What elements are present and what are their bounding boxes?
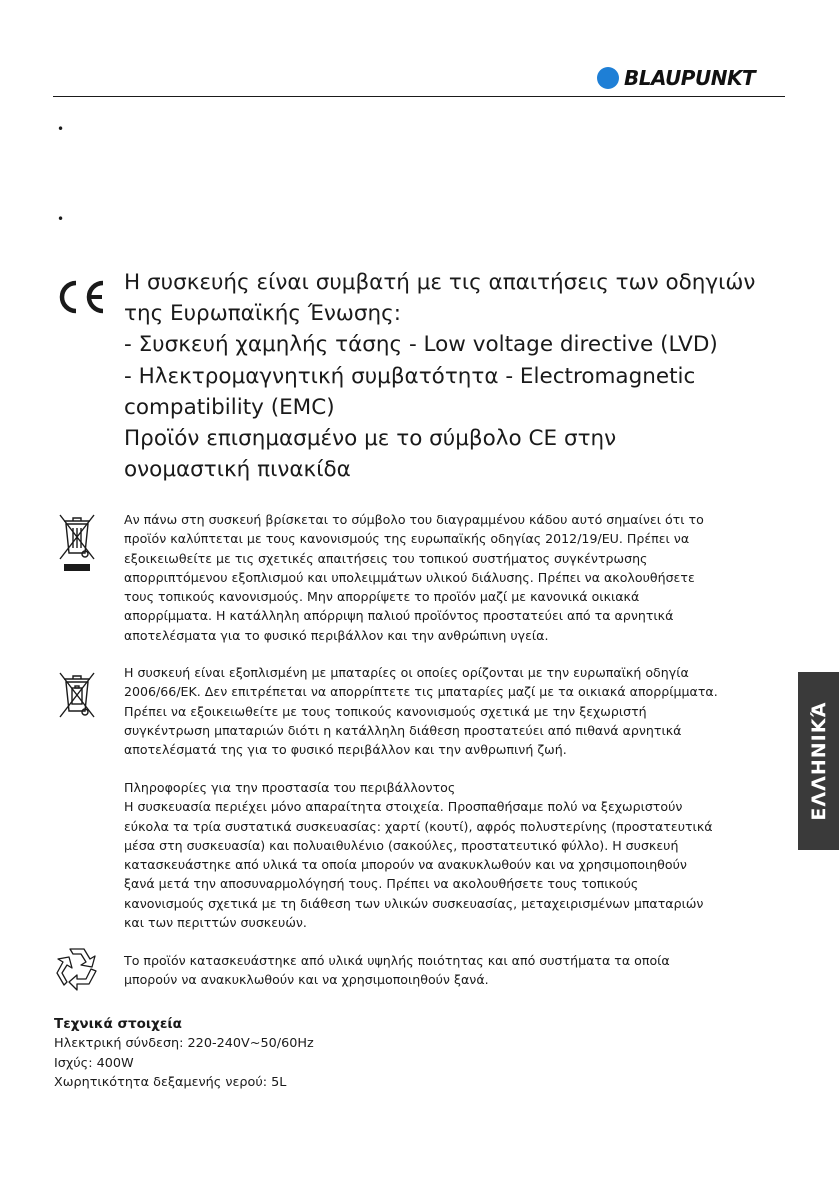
weee-line: αποτελέσματα για το φυσικό περιβάλλον και την ανθρώπινη υγεία. <box>124 627 549 643</box>
environment-line: κανονισμούς σχετικά με τη διάθεση των υλικών συσκευασίας, μεταχειρισμένων μπαταριών <box>124 895 704 911</box>
weee-line: εξοικειωθείτε με τις σχετικές απαιτήσεις του τοπικού συστήματος συγκέντρωσης <box>124 550 648 566</box>
logo-dot-icon <box>597 67 619 89</box>
weee-line: απορριπτόμενου εξοπλισμού και υπολειμμάτων υλικού διάλυσης. Πρέπει να ακολουθήσετε <box>124 569 695 585</box>
brand-logo <box>597 66 755 90</box>
logo-text: BLAUPUNKT <box>624 66 756 90</box>
crossed-bin-icon <box>54 511 100 573</box>
language-tab-label: ΕΛΛΗΝΙΚΆ <box>807 701 830 821</box>
ce-compliance-text <box>124 267 824 485</box>
bullet-1: • <box>57 122 65 136</box>
ce-mark-icon <box>54 279 106 315</box>
ce-line: ονομαστική πινακίδα <box>124 457 351 483</box>
crossed-battery-bin-icon <box>54 669 100 721</box>
technical-line: Χωρητικότητα δεξαμενής νερού: 5L <box>54 1075 287 1091</box>
environment-line: Πληροφορίες για την προστασία του περιβάλλοντος <box>124 780 456 795</box>
bullet-2: • <box>57 212 65 226</box>
ce-line: compatibility (EMC) <box>124 394 335 420</box>
ce-line: της Ευρωπαϊκής Ένωσης: <box>124 301 402 327</box>
environment-line: μέσα στη συσκευασία) και πολυαιθυλένιο (σακούλες, προστατευτικό φύλλο). Η συσκευή <box>124 837 679 853</box>
weee-line: απορρίμματα. Η κατάλληλη απόρριψη παλιού προϊόντος προστατεύει από τα αρνητικά <box>124 608 674 624</box>
battery-line: 2006/66/ΕΚ. Δεν επιτρέπεται να απορρίπτετε τις μπαταρίες μαζί με τα οικιακά απορρίμματα. <box>124 684 718 700</box>
environment-line: και των περιττών συσκευών. <box>124 915 307 931</box>
weee-line: τους τοπικούς κανονισμούς. Μην απορρίψετε το προϊόν μαζί με κανονικά οικιακά <box>124 589 640 605</box>
environment-paragraph <box>124 778 713 932</box>
environment-line: ξανά μετά την αποσυναρμολόγησή τους. Πρέπει να ακολουθήσετε τους τοπικούς <box>124 876 639 892</box>
battery-line: Πρέπει να εξοικειωθείτε με τους τοπικούς κανονισμούς σχετικά με την ξεχωριστή <box>124 703 647 719</box>
technical-specs <box>54 1015 314 1093</box>
ce-line: Προϊόν επισημασμένο με το σύμβολο CE στην <box>124 426 617 452</box>
battery-line: αποτελέσματά της για το φυσικό περιβάλλον και την ανθρωπινή ζωή. <box>124 742 567 758</box>
technical-line: Ηλεκτρική σύνδεση: 220-240V~50/60Hz <box>54 1036 314 1052</box>
technical-line: Ισχύς: 400W <box>54 1055 134 1071</box>
ce-line: - Συσκευή χαμηλής τάσης - Low voltage directive (LVD) <box>124 332 718 358</box>
ce-line: - Ηλεκτρομαγνητική συμβατότητα - Electromagnetic <box>124 363 696 389</box>
battery-line: Η συσκευή είναι εξοπλισμένη με μπαταρίες οι οποίες ορίζονται με την ευρωπαϊκή οδηγία <box>124 665 689 680</box>
environment-line: Η συσκευασία περιέχει μόνο απαραίτητα στοιχεία. Προσπαθήσαμε πολύ να ξεχωριστούν <box>124 799 683 815</box>
environment-line: εύκολα τα τρία συστατικά συσκευασίας: χαρτί (κουτί), αφρός πολυστερίνης (προστατευτικά <box>124 818 713 834</box>
recycle-line: Το προϊόν κατασκευάστηκε από υλικά υψηλής ποιότητας και από συστήματα τα οποία <box>124 953 670 968</box>
battery-line: συγκέντρωση μπαταριών διότι η κατάλληλη διάθεση προστατεύει από πιθανά αρνητικά <box>124 722 682 738</box>
header-divider <box>53 96 785 97</box>
battery-paragraph <box>124 663 718 759</box>
ce-line: Η συσκευής είναι συμβατή με τις απαιτήσεις των οδηγιών <box>124 270 756 295</box>
weee-line: προϊόν καλύπτεται με τους κανονισμούς της ευρωπαϊκής οδηγίας 2012/19/EU. Πρέπει να <box>124 531 690 547</box>
recycle-paragraph <box>124 951 670 990</box>
weee-paragraph <box>124 510 704 645</box>
language-tab <box>798 672 839 850</box>
technical-title: Τεχνικά στοιχεία <box>54 1016 182 1032</box>
recycle-line: μπορούν να ανακυκλωθούν και να χρησιμοποιηθούν ξανά. <box>124 972 489 988</box>
weee-line: Αν πάνω στη συσκευή βρίσκεται το σύμβολο του διαγραμμένου κάδου αυτό σημαίνει ότι το <box>124 512 704 527</box>
recycle-icon <box>52 945 102 991</box>
environment-line: κατασκευάστηκε από υλικά τα οποία μπορούν να ανακυκλωθούν και να χρησιμοποιηθούν <box>124 857 687 873</box>
